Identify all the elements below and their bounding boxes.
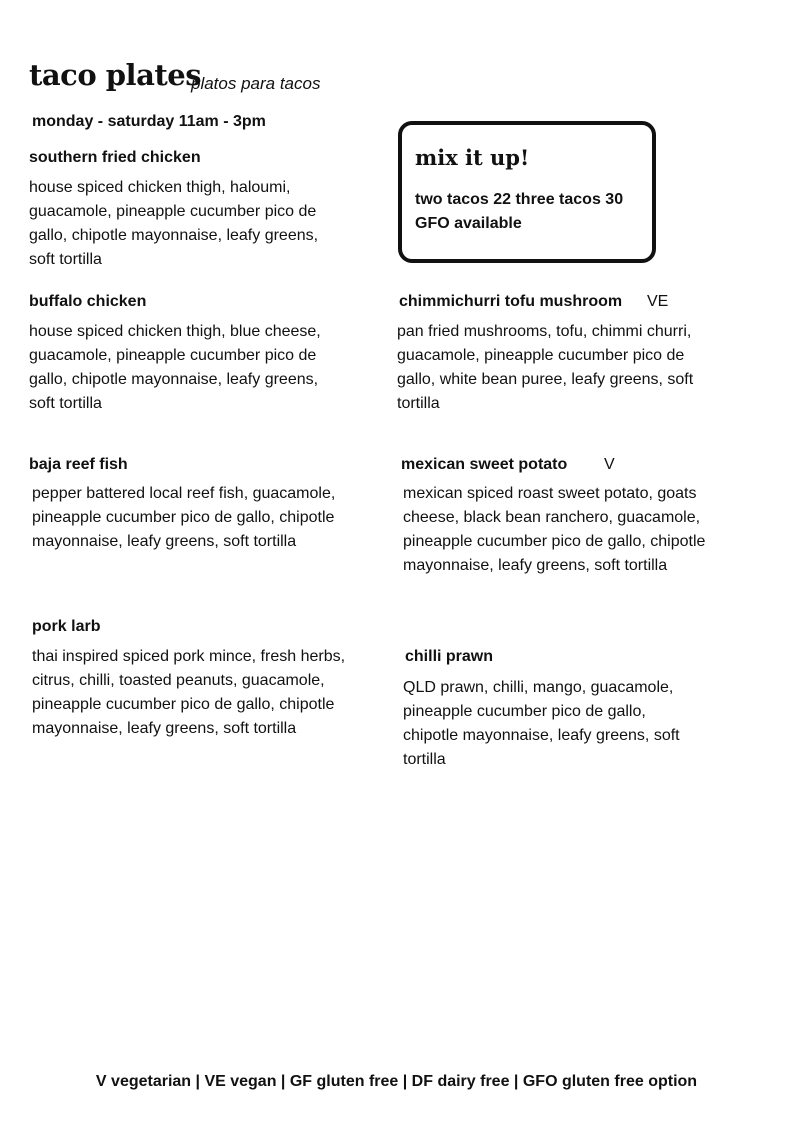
menu-item-name: chimmichurri tofu mushroom [399,293,623,310]
menu-item-description: pan fried mushrooms, tofu, chimmi churri, guacamole, pineapple cucumber pico de gallo, white bean puree, leafy greens, soft tortilla [397,323,694,412]
menu-item-name: southern fried chicken [29,149,201,166]
mix-it-up-gfo: GFO available [415,215,522,232]
mix-it-up-title: mix it up! [415,145,530,170]
mix-it-up-text [415,188,655,236]
menu-item-name: buffalo chicken [29,293,147,310]
menu-item-description: thai inspired spiced pork mince, fresh herbs, citrus, chilli, toasted peanuts, guacamole, pineapple cucumber pico de gallo, chipotle mayonnaise, leafy greens, soft tortilla [32,648,346,737]
menu-item-description: house spiced chicken thigh, blue cheese, guacamole, pineapple cucumber pico de gallo, chipotle mayonnaise, leafy greens, soft tortilla [29,323,321,412]
menu-item-name: mexican sweet potato [401,456,568,473]
vegetarian-badge: V [604,456,615,473]
menu-item-name: chilli prawn [405,648,494,665]
vegan-badge: VE [647,293,669,310]
menu-item-name: pork larb [32,618,101,635]
page-title: taco plates [29,58,202,92]
menu-item-name: baja reef fish [29,456,128,473]
menu-item-description: pepper battered local reef fish, guacamole, pineapple cucumber pico de gallo, chipotle mayonnaise, leafy greens, soft tortilla [32,485,336,550]
menu-item-description: QLD prawn, chilli, mango, guacamole, pineapple cucumber pico de gallo, chipotle mayonnaise, leafy greens, soft tortilla [403,679,680,768]
page-subtitle: platos para tacos [191,74,321,93]
service-hours: monday - saturday 11am - 3pm [32,113,266,130]
mix-it-up-pricing: two tacos 22 three tacos 30 [415,191,624,208]
menu-item-description: house spiced chicken thigh, haloumi, guacamole, pineapple cucumber pico de gallo, chipotle mayonnaise, leafy greens, soft tortilla [29,179,319,268]
menu-item-description: mexican spiced roast sweet potato, goats cheese, black bean ranchero, guacamole, pineapple cucumber pico de gallo, chipotle mayonnaise, leafy greens, soft tortilla [403,485,706,574]
dietary-legend: V vegetarian | VE vegan | GF gluten free | DF dairy free | GFO gluten free option [95,1073,698,1090]
